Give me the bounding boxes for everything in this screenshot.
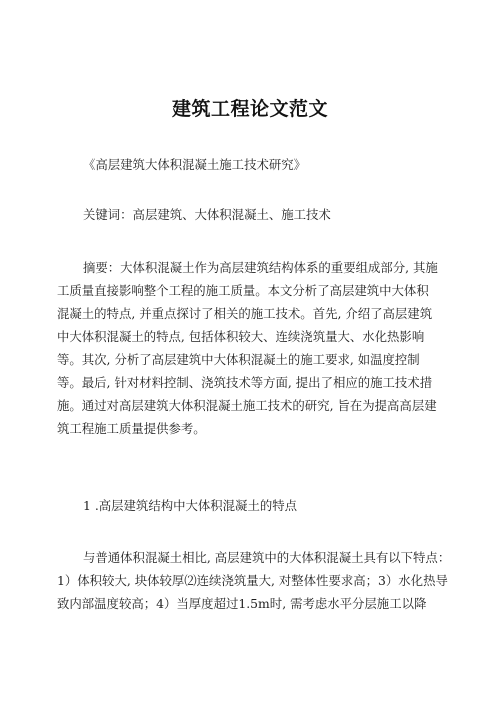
section-1-line: 1）体积较大, 块体较厚⑵连续浇筑量大, 对整体性要求高；3）水化热导 bbox=[57, 573, 448, 588]
section-1-line: 与普通体积混凝土相比, 高层建筑中的大体积混凝土具有以下特点： bbox=[83, 550, 451, 565]
paper-title: 《高层建筑大体积混凝土施工技术研究》 bbox=[83, 157, 307, 172]
abstract-line: 中大体积混凝土的特点, 包括体积较大、连续浇筑量大、水化热影响 bbox=[57, 329, 425, 344]
section-1-heading: 1 .高层建筑结构中大体积混凝土的特点 bbox=[83, 498, 298, 513]
keywords-line: 关键词：高层建筑、大体积混凝土、施工技术 bbox=[83, 207, 331, 222]
abstract-line: 摘要：大体积混凝土作为高层建筑结构体系的重要组成部分, 其施 bbox=[83, 260, 438, 275]
abstract-line: 工质量直接影响整个工程的施工质量。本文分析了高层建筑中大体积 bbox=[57, 283, 429, 298]
document-title: 建筑工程论文范文 bbox=[171, 98, 328, 120]
section-1-line: 致内部温度较高；4）当厚度超过1.5m时, 需考虑水平分层施工以降 bbox=[57, 596, 427, 611]
abstract-line: 混凝土的特点, 并重点探讨了相关的施工技术。首先, 介绍了高层建筑 bbox=[57, 306, 433, 321]
abstract-line: 施。通过对高层建筑大体积混凝土施工技术的研究, 旨在为提高高层建 bbox=[57, 398, 437, 413]
abstract-line: 等。最后, 针对材料控制、浇筑技术等方面, 提出了相应的施工技术措 bbox=[57, 375, 433, 390]
abstract-line: 筑工程施工质量提供参考。 bbox=[57, 421, 206, 436]
abstract-line: 等。其次, 分析了高层建筑中大体积混凝土的施工要求, 如温度控制 bbox=[57, 352, 420, 367]
